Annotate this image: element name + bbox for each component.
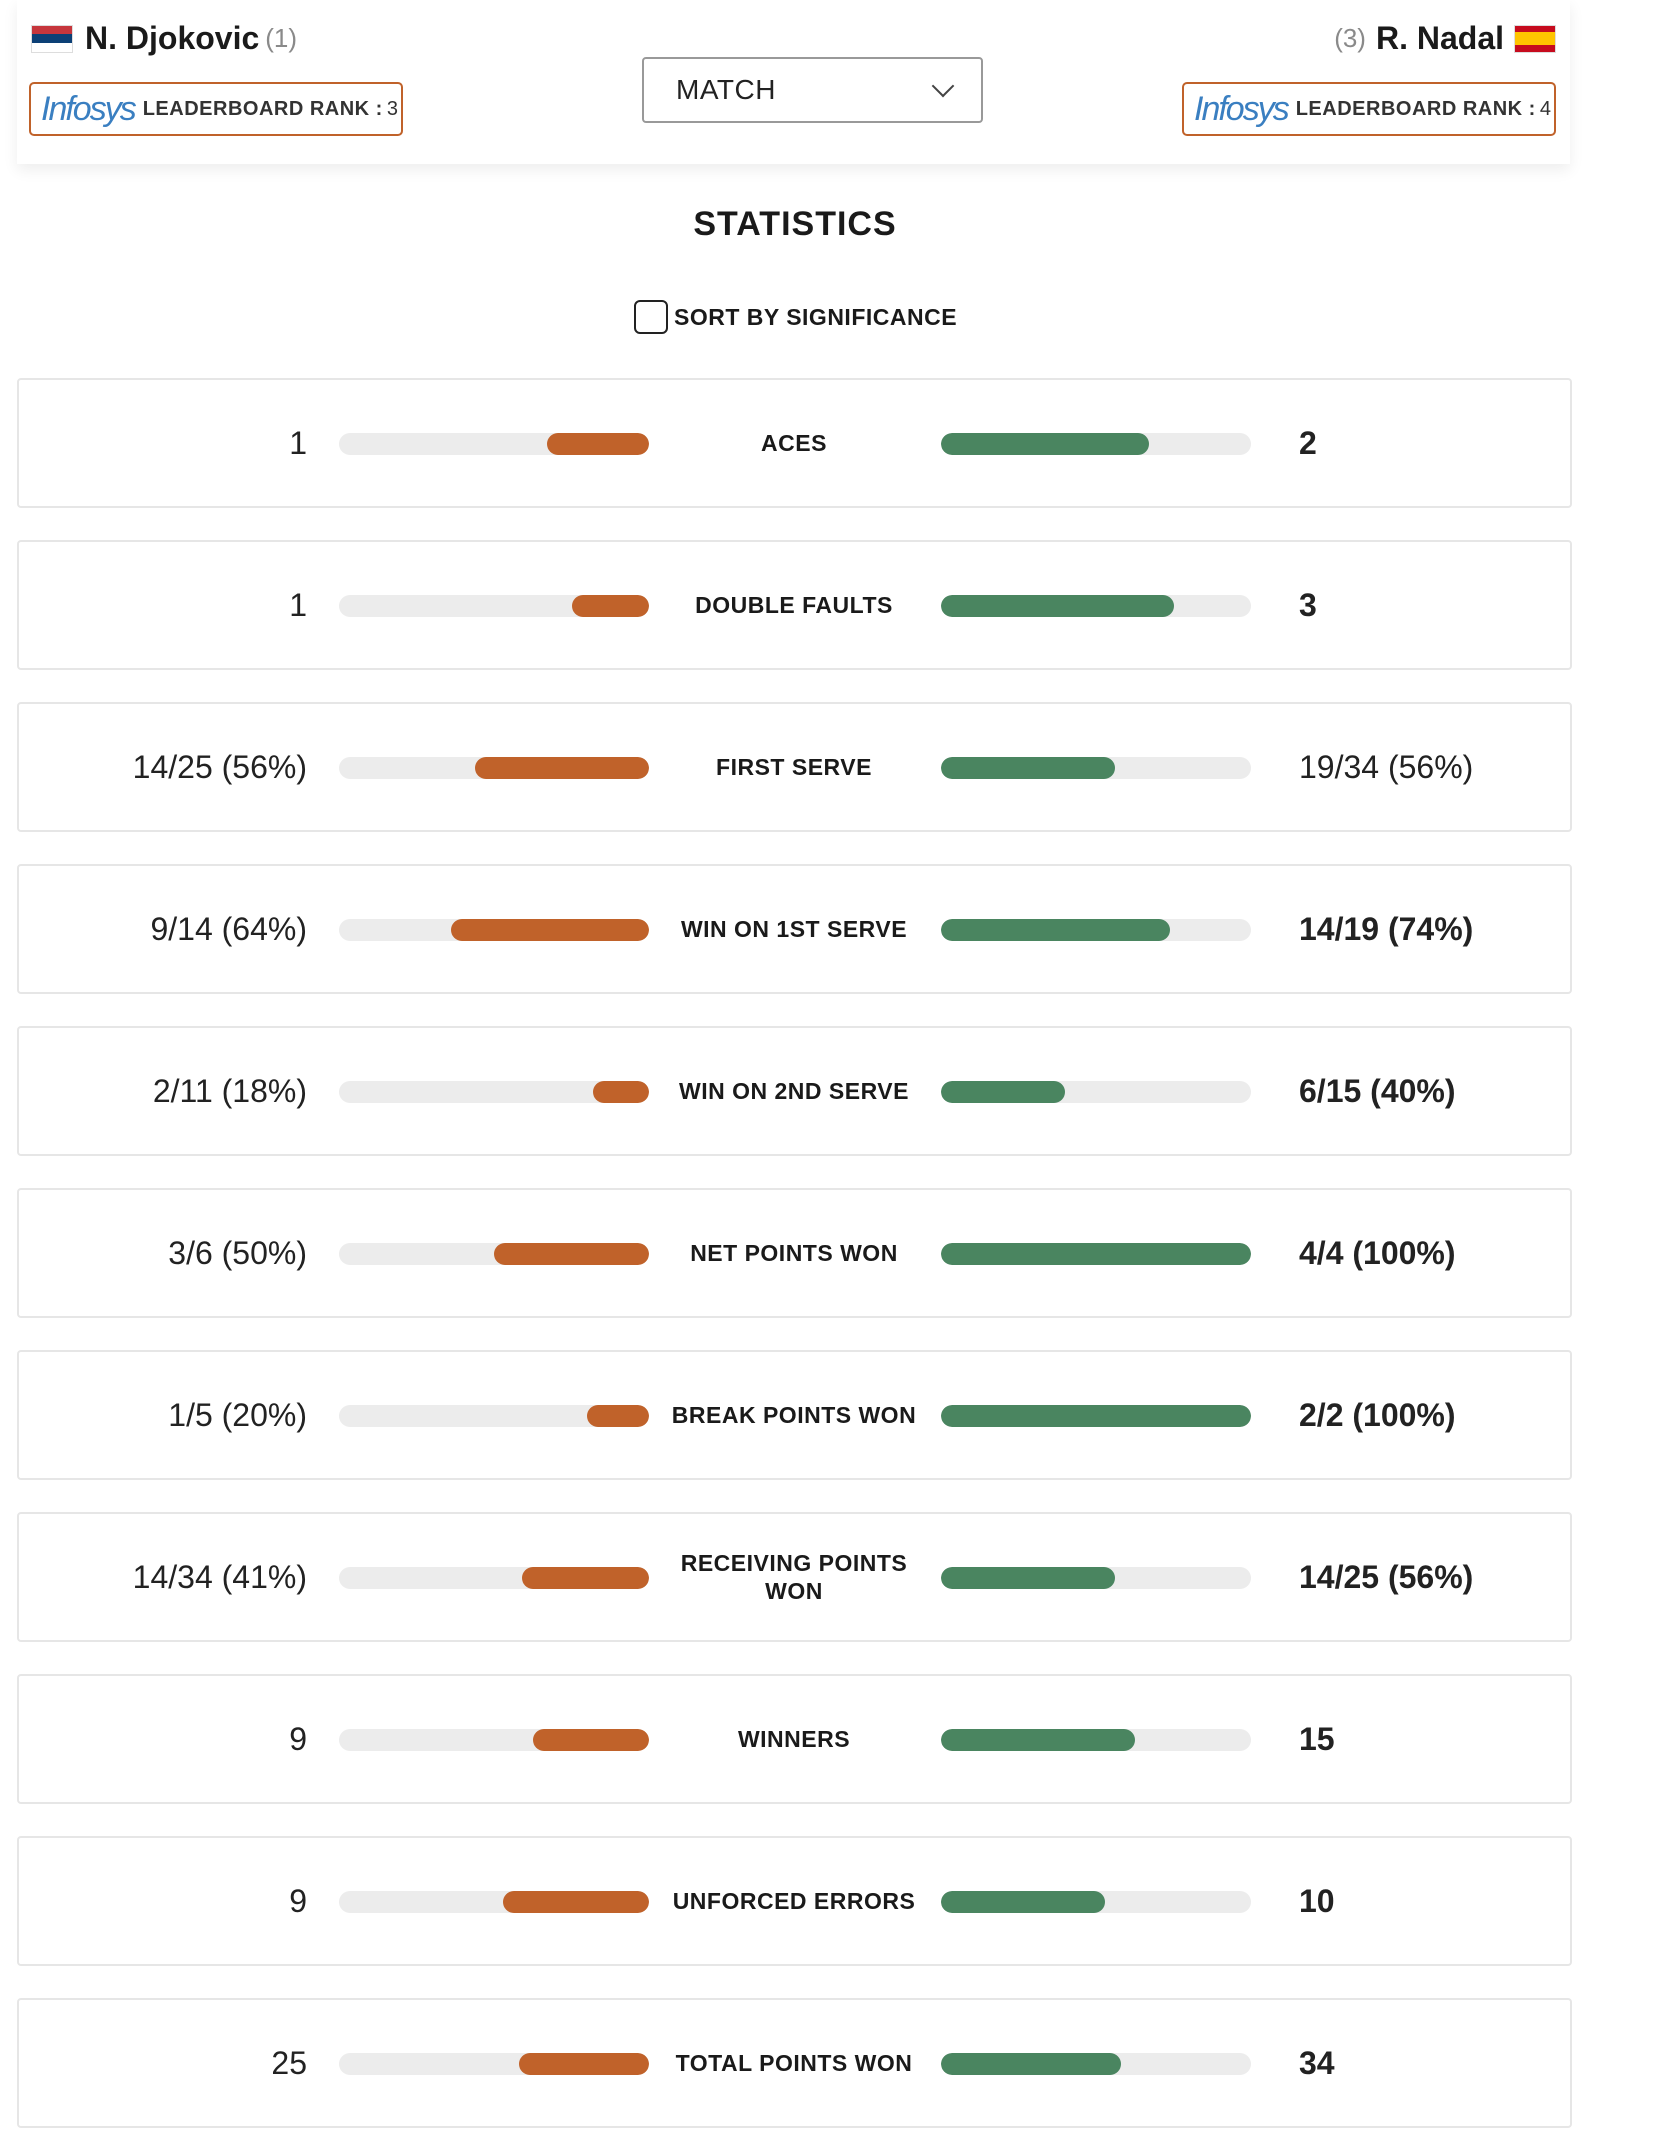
stat-value-right: 15 <box>1299 1720 1335 1757</box>
stat-bar-left <box>339 1729 649 1751</box>
stat-row <box>17 540 1572 670</box>
spain-flag-icon <box>1514 25 1556 53</box>
stat-label: DOUBLE FAULTS <box>695 592 893 618</box>
stat-bar-left <box>339 1405 649 1427</box>
stat-bar-right <box>941 2053 1251 2075</box>
stat-value-left: 14/34 (41%) <box>132 1558 307 1595</box>
statistics-title: STATISTICS <box>693 205 897 243</box>
stat-value-right: 14/19 (74%) <box>1299 910 1474 947</box>
stat-bar-left-fill <box>475 757 649 779</box>
leaderboard-rank-left[interactable] <box>29 82 403 136</box>
stat-value-left: 14/25 (56%) <box>132 748 307 785</box>
stat-bar-left <box>339 1081 649 1103</box>
stat-bar-left-fill <box>572 595 650 617</box>
stat-label: NET POINTS WON <box>690 1240 898 1266</box>
stat-bar-left-fill <box>587 1405 649 1427</box>
stat-value-left: 2/11 (18%) <box>152 1072 307 1109</box>
stat-row <box>17 1512 1572 1642</box>
stat-bar-left <box>339 1891 649 1913</box>
stat-value-left: 1/5 (20%) <box>168 1396 307 1433</box>
player-right-seed: (3) <box>1334 23 1366 53</box>
stat-label: WIN ON 2ND SERVE <box>679 1078 909 1104</box>
player-left[interactable] <box>31 20 297 57</box>
stat-value-left: 1 <box>289 586 307 623</box>
stat-value-left: 9/14 (64%) <box>150 910 307 947</box>
stat-bar-right-fill <box>941 1243 1251 1265</box>
stat-bar-left <box>339 595 649 617</box>
stat-bar-left-fill <box>451 919 649 941</box>
stat-bar-left <box>339 433 649 455</box>
stat-bar-right <box>941 1891 1251 1913</box>
stat-value-left: 1 <box>289 424 307 461</box>
stat-bar-right <box>941 1243 1251 1265</box>
stat-value-right: 19/34 (56%) <box>1299 748 1474 785</box>
stat-bar-right-fill <box>941 1081 1065 1103</box>
player-left-name[interactable]: N. Djokovic <box>85 20 260 56</box>
stat-bar-right-fill <box>941 1405 1251 1427</box>
stat-value-right: 3 <box>1299 586 1317 623</box>
stat-bar-left <box>339 919 649 941</box>
stat-bar-left-fill <box>593 1081 649 1103</box>
sort-label[interactable]: SORT BY SIGNIFICANCE <box>674 303 958 330</box>
sort-checkbox[interactable] <box>634 300 668 334</box>
rank-value: 4 <box>1539 97 1551 120</box>
leaderboard-rank-right[interactable] <box>1182 82 1556 136</box>
stat-bar-right <box>941 757 1251 779</box>
stat-value-right: 4/4 (100%) <box>1299 1234 1456 1271</box>
stat-bar-right-fill <box>941 2053 1121 2075</box>
sort-by-significance[interactable] <box>634 300 957 334</box>
stat-bar-right-fill <box>941 433 1149 455</box>
stat-bar-right <box>941 433 1251 455</box>
stat-value-right: 14/25 (56%) <box>1299 1558 1474 1595</box>
stat-value-left: 25 <box>271 2044 307 2081</box>
stat-bar-right-fill <box>941 1891 1105 1913</box>
stat-bar-left-fill <box>494 1243 649 1265</box>
infosys-logo-icon: Infosys <box>41 89 135 128</box>
stat-bar-right-fill <box>941 1567 1115 1589</box>
stat-value-right: 2 <box>1299 424 1317 461</box>
stat-label: FIRST SERVE <box>716 754 872 780</box>
stat-bar-left <box>339 757 649 779</box>
stat-bar-right-fill <box>941 757 1115 779</box>
stat-bar-right <box>941 1081 1251 1103</box>
stat-bar-right-fill <box>941 595 1174 617</box>
stat-row <box>17 1674 1572 1804</box>
stat-value-left: 3/6 (50%) <box>168 1234 307 1271</box>
stat-value-right: 10 <box>1299 1882 1335 1919</box>
rank-label: LEADERBOARD RANK : <box>1295 97 1536 120</box>
stat-bar-left <box>339 1243 649 1265</box>
infosys-logo-icon: Infosys <box>1194 89 1288 128</box>
rank-value: 3 <box>386 97 398 120</box>
stat-row <box>17 702 1572 832</box>
stat-bar-left <box>339 1567 649 1589</box>
stat-bar-right <box>941 1729 1251 1751</box>
stat-label: UNFORCED ERRORS <box>672 1888 916 1914</box>
stat-bar-right-fill <box>941 1729 1135 1751</box>
stat-label: BREAK POINTS WON <box>671 1402 917 1428</box>
stat-row <box>17 378 1572 508</box>
stat-label: TOTAL POINTS WON <box>675 2050 913 2076</box>
stat-bar-right <box>941 595 1251 617</box>
match-header <box>17 0 1570 164</box>
period-select-value: MATCH <box>676 74 776 105</box>
stat-label: ACES <box>761 430 827 456</box>
rank-label: LEADERBOARD RANK : <box>142 97 383 120</box>
stat-bar-left-fill <box>522 1567 649 1589</box>
serbia-flag-icon <box>31 25 73 53</box>
stat-bar-right <box>941 919 1251 941</box>
stat-bar-left <box>339 2053 649 2075</box>
stat-value-right: 34 <box>1299 2044 1335 2081</box>
stat-value-left: 9 <box>289 1882 307 1919</box>
stat-bar-right <box>941 1405 1251 1427</box>
stat-label: RECEIVING POINTS WON <box>680 1550 908 1604</box>
stat-bar-left-fill <box>503 1891 649 1913</box>
player-right-name[interactable]: R. Nadal <box>1375 20 1504 56</box>
stat-bar-left-fill <box>547 433 649 455</box>
stat-value-left: 9 <box>289 1720 307 1757</box>
player-left-seed: (1) <box>265 23 298 53</box>
stat-bar-right <box>941 1567 1251 1589</box>
stat-value-right: 2/2 (100%) <box>1299 1396 1456 1433</box>
chevron-down-icon <box>932 75 955 98</box>
stat-row <box>17 1026 1572 1156</box>
stat-value-right: 6/15 (40%) <box>1299 1072 1456 1109</box>
stat-row <box>17 864 1572 994</box>
stat-label: WINNERS <box>737 1726 851 1752</box>
stat-row <box>17 1836 1572 1966</box>
stat-row <box>17 1188 1572 1318</box>
stat-row <box>17 1998 1572 2128</box>
stat-bar-right-fill <box>941 919 1170 941</box>
stat-label: WIN ON 1ST SERVE <box>680 916 908 942</box>
stat-bar-left-fill <box>533 1729 649 1751</box>
player-right[interactable] <box>1334 20 1556 57</box>
period-select[interactable] <box>642 57 983 123</box>
stat-bar-left-fill <box>519 2053 649 2075</box>
stat-row <box>17 1350 1572 1480</box>
